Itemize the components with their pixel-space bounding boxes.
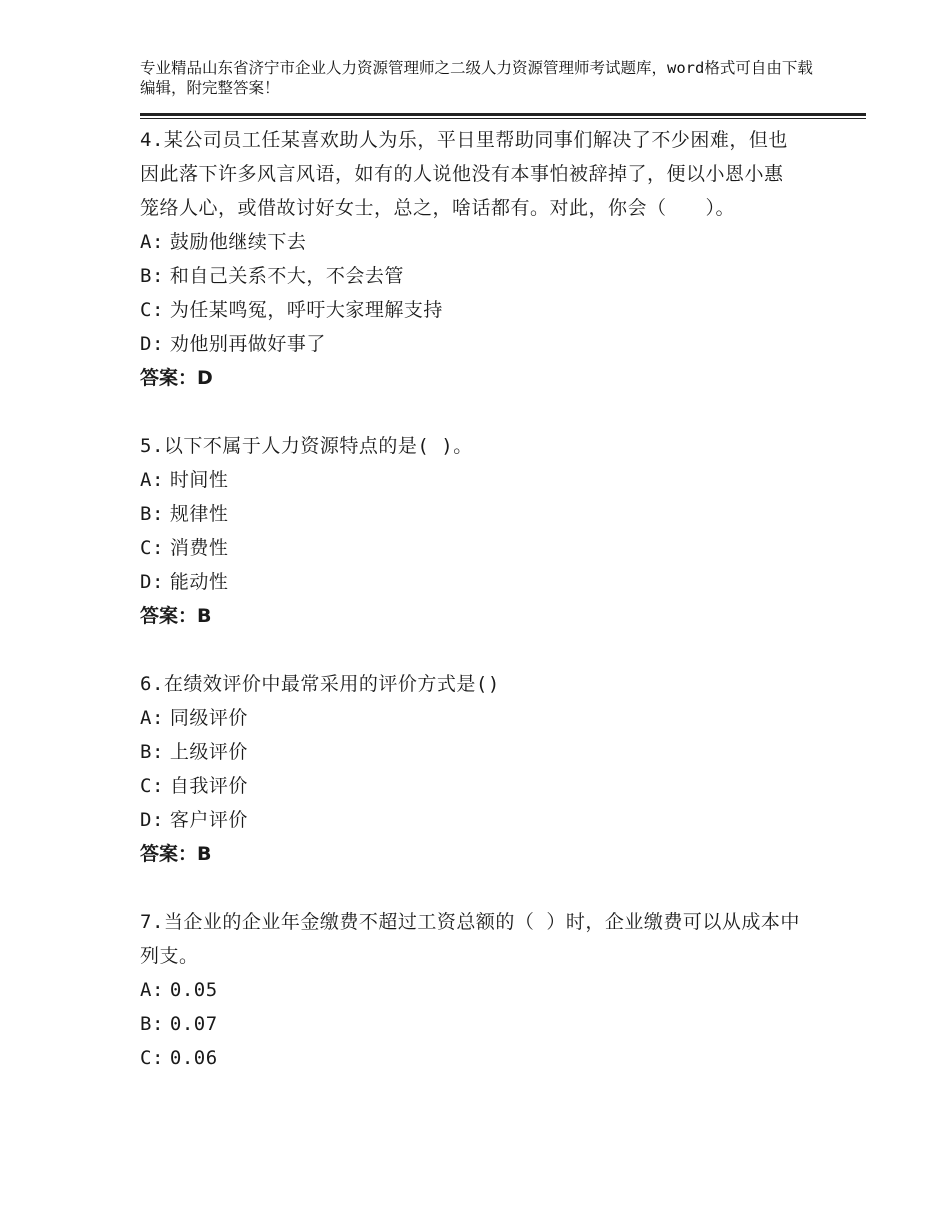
answer-line (140, 837, 870, 871)
question-text: 4.某公司员工任某喜欢助人为乐，平日里帮助同事们解决了不少困难，但也因此落下许多风言风语，如有的人说他没有本事怕被辞掉了，便以小恩小惠笼络人心，或借故讨好女士，总之，啥话都有。对此，你会（ ）。 (140, 129, 788, 219)
option-a: A: 鼓励他继续下去 (140, 231, 307, 253)
option-b: B: 0.07 (140, 1013, 218, 1035)
question-text: 5.以下不属于人力资源特点的是( )。 (140, 435, 473, 457)
option-text: 客户评价 (169, 809, 248, 831)
answer-line (140, 599, 870, 633)
option-key: B (140, 503, 152, 525)
option-key: A (140, 469, 152, 491)
option-key: D (140, 809, 152, 831)
question-4 (140, 123, 870, 395)
question-list (140, 123, 870, 1075)
option-b: B: 上级评价 (140, 741, 248, 763)
option-key: D (140, 333, 152, 355)
option-text: 同级评价 (169, 707, 248, 729)
option-a: A: 时间性 (140, 469, 229, 491)
option-text: 0.05 (169, 979, 218, 1001)
answer-value: B (197, 843, 212, 865)
document-header: 专业精品山东省济宁市企业人力资源管理师之二级人力资源管理师考试题库，word格式可自由下载编辑，附完整答案！ (140, 59, 813, 97)
option-key: C (140, 1047, 152, 1069)
question-text: 6.在绩效评价中最常采用的评价方式是() (140, 673, 500, 695)
option-b: B: 和自己关系不大，不会去管 (140, 265, 404, 287)
option-key: C (140, 537, 152, 559)
option-key: C (140, 299, 152, 321)
answer-label: 答案： (140, 367, 198, 389)
question-6 (140, 667, 870, 871)
option-c: C: 为任某鸣冤，呼吁大家理解支持 (140, 299, 443, 321)
option-text: 和自己关系不大，不会去管 (169, 265, 404, 287)
question-7 (140, 905, 870, 1075)
option-d: D: 劝他别再做好事了 (140, 333, 326, 355)
option-c: C: 0.06 (140, 1047, 218, 1069)
option-c: C: 自我评价 (140, 775, 248, 797)
option-key: A (140, 231, 152, 253)
option-key: C (140, 775, 152, 797)
option-key: A (140, 707, 152, 729)
question-text: 7.当企业的企业年金缴费不超过工资总额的（ ）时，企业缴费可以从成本中列支。 (140, 911, 800, 967)
document-page (140, 58, 870, 1109)
option-text: 消费性 (169, 537, 229, 559)
option-c: C: 消费性 (140, 537, 229, 559)
option-text: 鼓励他继续下去 (169, 231, 307, 253)
option-text: 劝他别再做好事了 (169, 333, 326, 355)
option-key: B (140, 1013, 152, 1035)
answer-line (140, 361, 870, 395)
answer-value: D (197, 367, 213, 389)
option-text: 0.06 (169, 1047, 218, 1069)
option-d: D: 客户评价 (140, 809, 248, 831)
option-a: A: 同级评价 (140, 707, 248, 729)
option-text: 能动性 (169, 571, 229, 593)
answer-label: 答案： (140, 605, 198, 627)
answer-value: B (197, 605, 212, 627)
option-text: 为任某鸣冤，呼吁大家理解支持 (169, 299, 443, 321)
option-text: 时间性 (169, 469, 229, 491)
option-key: D (140, 571, 152, 593)
option-key: B (140, 741, 152, 763)
option-text: 规律性 (169, 503, 229, 525)
option-text: 自我评价 (169, 775, 248, 797)
answer-label: 答案： (140, 843, 198, 865)
question-5 (140, 429, 870, 633)
option-text: 0.07 (169, 1013, 218, 1035)
option-d: D: 能动性 (140, 571, 229, 593)
option-key: A (140, 979, 152, 1001)
option-text: 上级评价 (169, 741, 248, 763)
option-b: B: 规律性 (140, 503, 229, 525)
option-a: A: 0.05 (140, 979, 218, 1001)
option-key: B (140, 265, 152, 287)
header-rule (140, 113, 866, 119)
